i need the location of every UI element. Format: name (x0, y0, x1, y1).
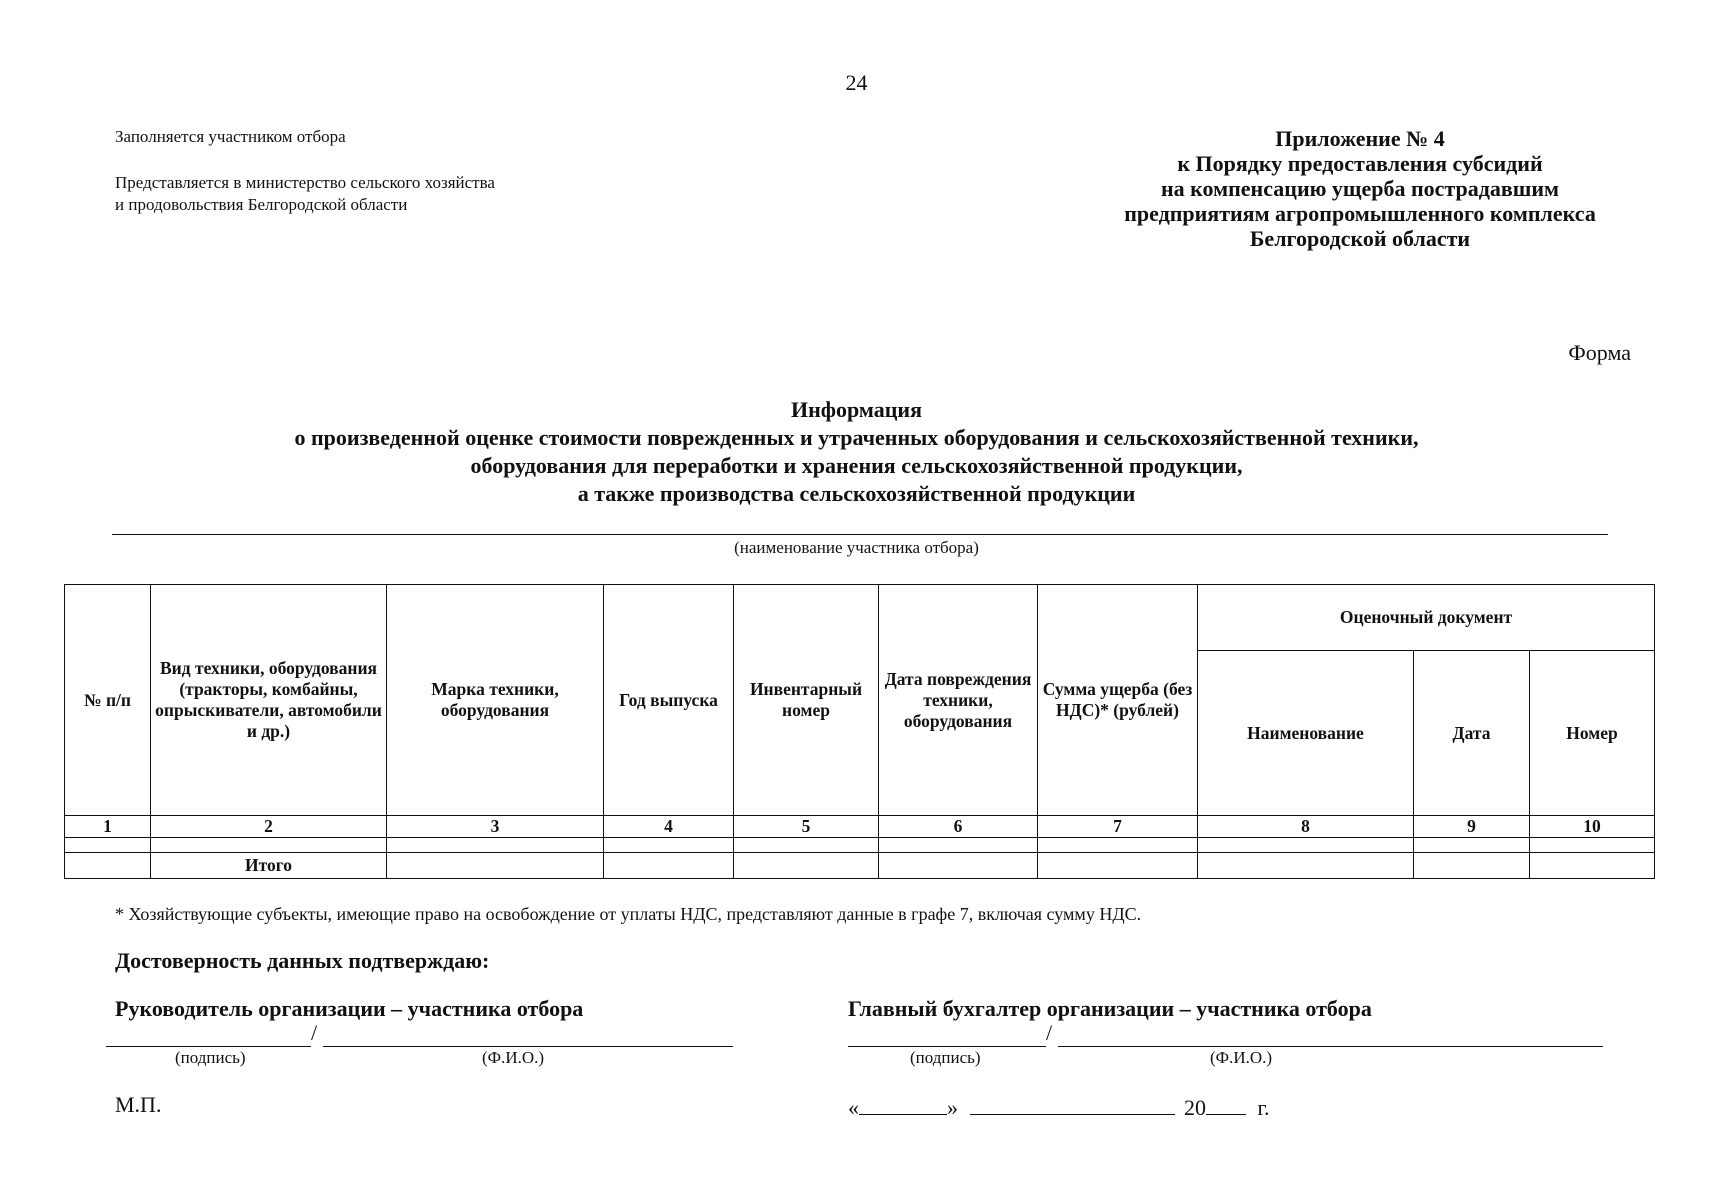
head-signature-line[interactable] (106, 1046, 311, 1047)
year-blank[interactable] (1206, 1092, 1246, 1115)
column-number: 4 (604, 816, 734, 838)
column-number-row (65, 816, 1655, 838)
table-cell[interactable] (879, 853, 1038, 879)
head-fio-caption: (Ф.И.О.) (482, 1048, 545, 1067)
appendix-line3: на компенсацию ущерба пострадавшим (1160, 176, 1559, 201)
accountant-fio-caption: (Ф.И.О.) (1210, 1048, 1273, 1067)
header-year: Год выпуска (604, 585, 734, 816)
table-cell[interactable] (1414, 838, 1530, 853)
table-cell[interactable] (387, 853, 604, 879)
year-suffix: г. (1257, 1095, 1270, 1120)
table-cell[interactable] (1038, 838, 1198, 853)
participant-name-caption: (наименование участника отбора) (734, 538, 979, 557)
column-number: 8 (1198, 816, 1414, 838)
appendix-line1: Приложение № 4 (1275, 126, 1445, 151)
submitted-to-note-line1: Представляется в министерство сельского хозяйства (115, 173, 495, 192)
title-line2: о произведенной оценке стоимости поврежденных и утраченных оборудования и сельскохозяйственной техники, (294, 425, 1419, 450)
table-cell[interactable] (1414, 853, 1530, 879)
accountant-signature-line[interactable] (848, 1046, 1046, 1047)
accountant-title: Главный бухгалтер организации – участника отбора (848, 996, 1372, 1021)
date-close-quote: » (947, 1095, 958, 1120)
stamp-placeholder: М.П. (115, 1092, 162, 1117)
header-equipment-type: Вид техники, оборудования (тракторы, комбайны, опрыскиватели, автомобили и др.) (151, 585, 387, 816)
table-cell[interactable] (734, 838, 879, 853)
appendix-line2: к Порядку предоставления субсидий (1177, 151, 1543, 176)
column-number: 3 (387, 816, 604, 838)
page-number: 24 (845, 70, 868, 95)
title-line3: оборудования для переработки и хранения сельскохозяйственной продукции, (470, 453, 1243, 478)
header-eval-number: Номер (1530, 651, 1655, 816)
accountant-slash: / (1046, 1020, 1053, 1045)
accountant-signature-caption: (подпись) (910, 1048, 981, 1067)
accountant-fio-line[interactable] (1058, 1046, 1603, 1047)
column-number: 6 (879, 816, 1038, 838)
header-evaluation-document: Оценочный документ (1198, 585, 1655, 651)
table-cell[interactable] (1198, 838, 1414, 853)
header-eval-name: Наименование (1198, 651, 1414, 816)
table-cell[interactable] (734, 853, 879, 879)
header-eval-date: Дата (1414, 651, 1530, 816)
appendix-line4: предприятиям агропромышленного комплекса (1124, 201, 1596, 226)
column-number: 7 (1038, 816, 1198, 838)
header-damage-sum: Сумма ущерба (без НДС)* (рублей) (1038, 585, 1198, 816)
table-row (65, 838, 1655, 853)
header-damage-date: Дата повреждения техники, оборудования (879, 585, 1038, 816)
filled-by-note: Заполняется участником отбора (115, 127, 346, 146)
table-cell[interactable] (879, 838, 1038, 853)
title-line4: а также производства сельскохозяйственной продукции (577, 481, 1136, 506)
document-title (0, 396, 1713, 508)
head-fio-line[interactable] (323, 1046, 733, 1047)
total-label: Итого (151, 853, 387, 879)
vat-footnote: * Хозяйствующие субъекты, имеющие право на освобождение от уплаты НДС, представляют данные в графе 7, включая сумму НДС. (115, 904, 1142, 924)
column-number: 1 (65, 816, 151, 838)
year-prefix: 20 (1184, 1095, 1206, 1120)
appendix-line5: Белгородской области (1249, 226, 1471, 251)
head-title: Руководитель организации – участника отбора (115, 996, 584, 1021)
form-label: Форма (1568, 340, 1631, 365)
participant-name-line[interactable] (112, 534, 1608, 535)
total-row (65, 853, 1655, 879)
submitted-to-note-line2: и продовольствия Белгородской области (115, 195, 408, 214)
confirmation-heading: Достоверность данных подтверждаю: (115, 948, 490, 973)
table-cell[interactable] (387, 838, 604, 853)
date-open-quote: « (848, 1095, 859, 1120)
table-cell[interactable] (151, 838, 387, 853)
day-blank[interactable] (859, 1092, 947, 1115)
column-number: 5 (734, 816, 879, 838)
head-signature-caption: (подпись) (175, 1048, 246, 1067)
table-cell[interactable] (65, 838, 151, 853)
date-field (848, 1092, 1270, 1121)
header-inventory-number: Инвентарный номер (734, 585, 879, 816)
month-blank[interactable] (970, 1092, 1175, 1115)
column-number: 10 (1530, 816, 1655, 838)
title-line1: Информация (790, 397, 922, 422)
table-cell[interactable] (1530, 838, 1655, 853)
assessment-table (64, 584, 1655, 879)
appendix-header (1060, 126, 1660, 251)
table-cell[interactable] (1038, 853, 1198, 879)
header-brand: Марка техники, оборудования (387, 585, 604, 816)
column-number: 9 (1414, 816, 1530, 838)
column-number: 2 (151, 816, 387, 838)
table-cell[interactable] (604, 838, 734, 853)
table-cell[interactable] (1530, 853, 1655, 879)
header-num: № п/п (65, 585, 151, 816)
table-cell[interactable] (65, 853, 151, 879)
table-cell[interactable] (604, 853, 734, 879)
head-slash: / (311, 1020, 318, 1045)
table-cell[interactable] (1198, 853, 1414, 879)
